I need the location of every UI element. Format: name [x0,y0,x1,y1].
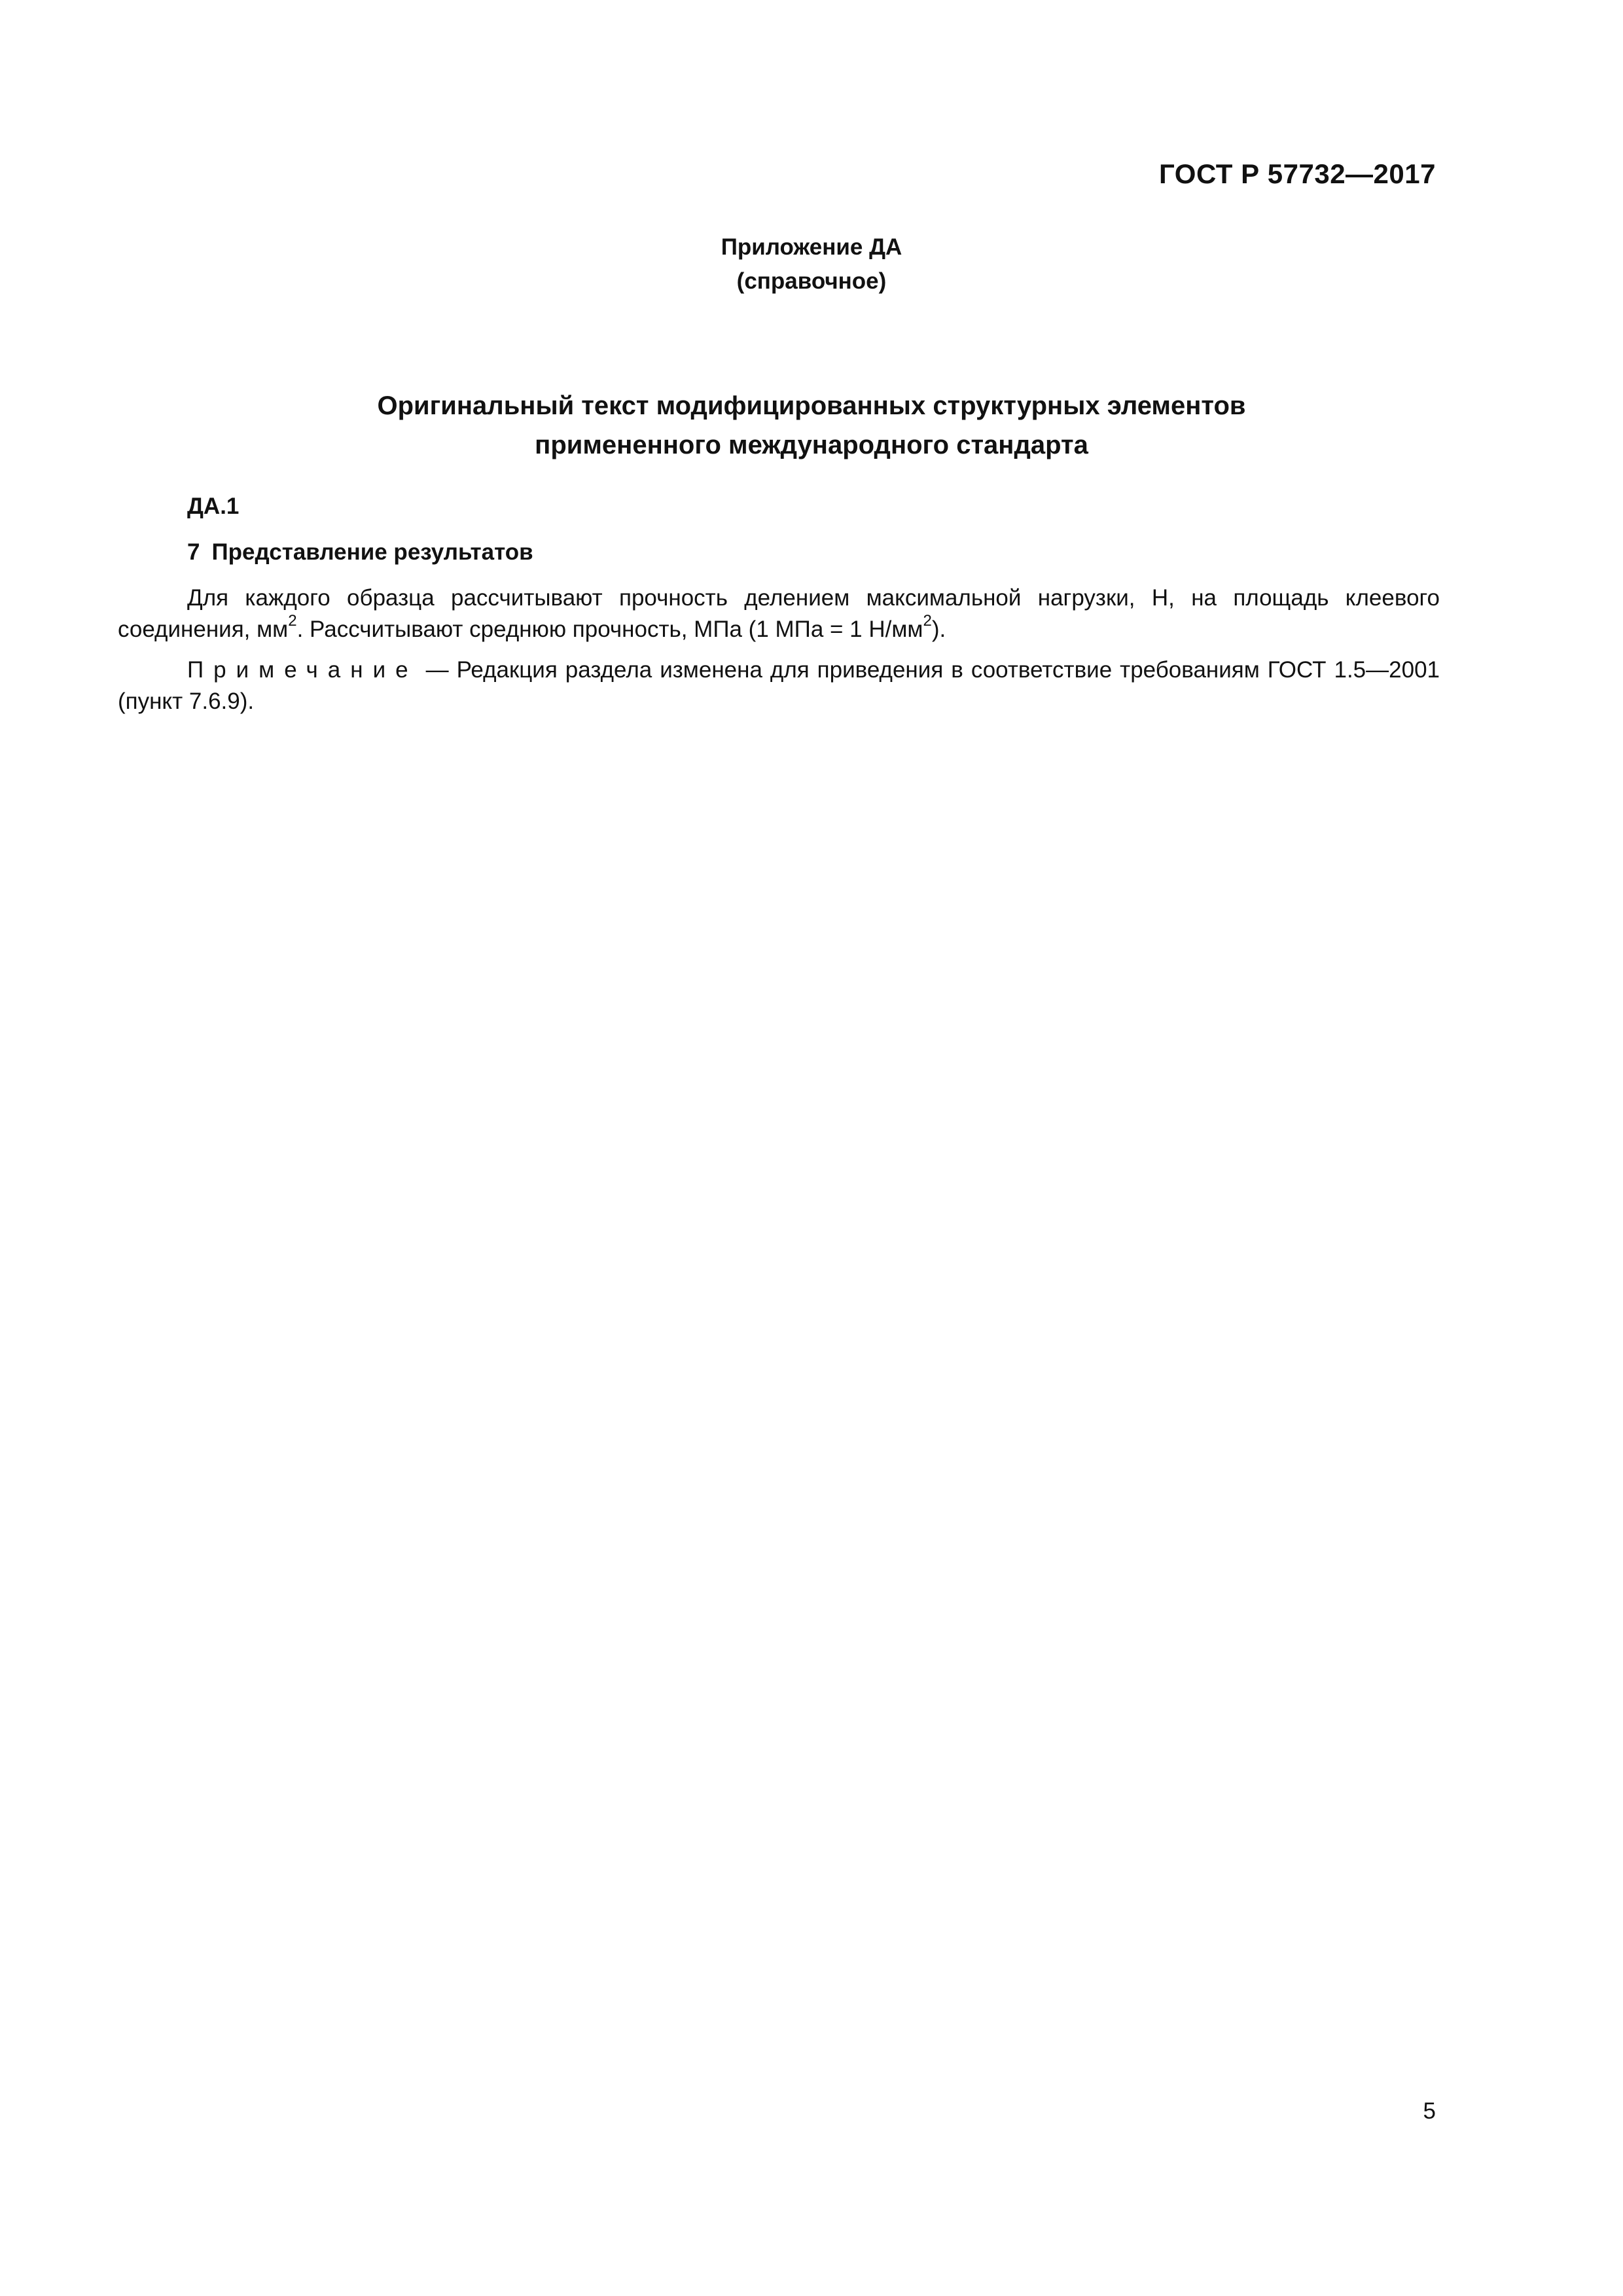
section-title: Представление результатов [211,539,533,565]
superscript-squared-2: 2 [923,612,932,630]
annex-title [0,386,1623,465]
superscript-squared-1: 2 [288,612,297,630]
note-paragraph [118,655,1440,717]
paragraph-text-part-1: Для каждого образца рассчитывают прочность делением максимальной нагрузки, Н, на площадь клеевого соединения, мм [118,585,1440,642]
annex-status: (справочное) [736,268,887,294]
paragraph-text-part-3: ). [931,617,946,642]
annex-label: Приложение ДА [721,234,902,260]
annex-title-line-2: примененного международного стандарта [535,431,1088,459]
annex-title-line-1: Оригинальный текст модифицированных структурных элементов [377,391,1246,420]
paragraph-text-part-2: . Рассчитывают среднюю прочность, МПа (1 МПа = 1 Н/мм [296,617,923,642]
annex-heading [0,230,1623,298]
note-dash: — [418,657,457,683]
note-label: Примечание [187,657,418,683]
note-text: Редакция раздела изменена для приведения в соответствие требованиям ГОСТ 1.5—2001 (пункт 7.6.9). [118,657,1440,714]
document-code: ГОСТ Р 57732—2017 [1159,158,1436,189]
section-heading [187,539,533,565]
clause-number: ДА.1 [187,493,240,519]
results-paragraph [118,583,1440,645]
section-number: 7 [187,539,200,565]
page-number: 5 [1423,2098,1436,2124]
